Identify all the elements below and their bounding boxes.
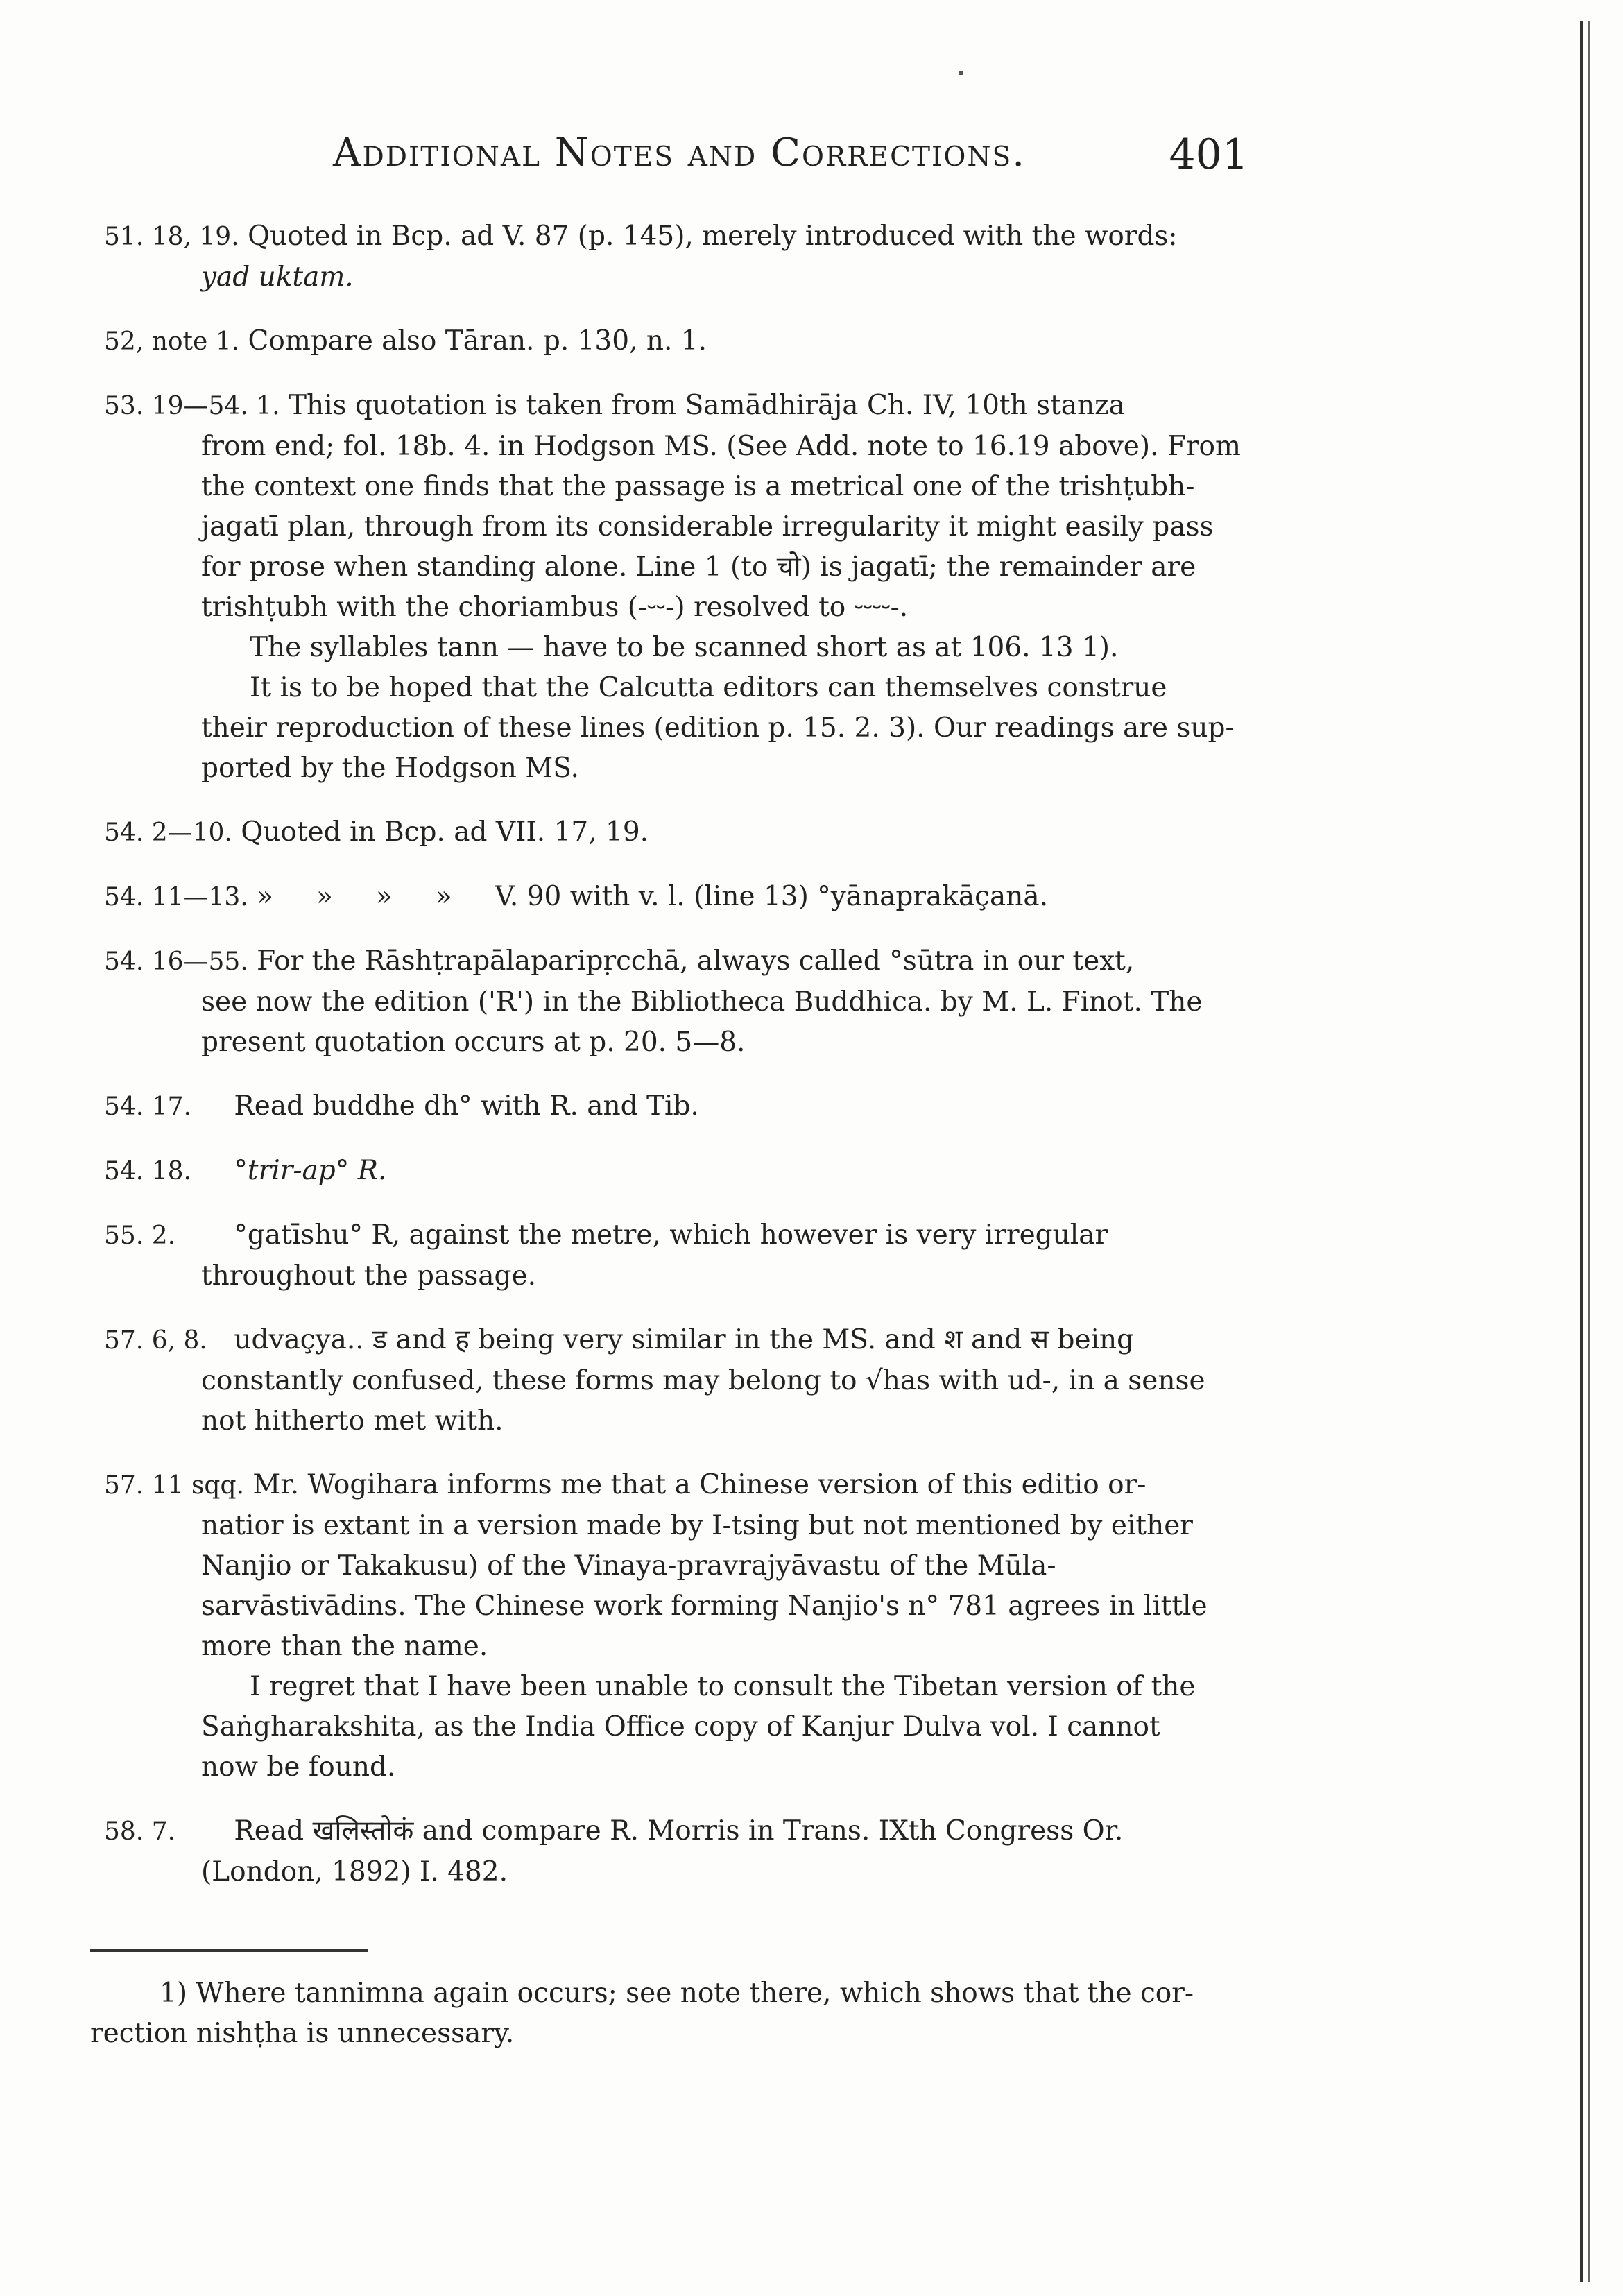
note-reference: 58. 7. bbox=[104, 1817, 176, 1846]
note-reference: 53. 19—54. 1. bbox=[104, 392, 280, 420]
scan-edge-line bbox=[1588, 21, 1590, 2282]
note-entry bbox=[104, 1215, 1248, 1296]
note-line: constantly confused, these forms may belong to √has with ud-, in a sense bbox=[201, 1365, 1205, 1396]
note-entry bbox=[104, 941, 1248, 1063]
note-line: ported by the Hodgson MS. bbox=[201, 753, 579, 784]
note-line: jagatī plan, through from its considerable irregularity it might easily pass bbox=[201, 511, 1214, 542]
footnote bbox=[90, 1973, 1242, 2054]
note-line: their reproduction of these lines (edition p. 15. 2. 3). Our readings are sup- bbox=[201, 712, 1235, 744]
note-line: For the Rāshṭrapālaparipṛcchā, always called °sūtra in our text, bbox=[257, 945, 1135, 977]
note-entry bbox=[104, 1320, 1248, 1441]
note-entry bbox=[104, 216, 1248, 298]
footnote-rule bbox=[90, 1949, 368, 1952]
note-entry bbox=[104, 1811, 1248, 1892]
note-line: for prose when standing alone. Line 1 (to चो) is jagatī; the remainder are bbox=[201, 551, 1196, 583]
note-line: see now the edition ('R') in the Bibliotheca Buddhica. by M. L. Finot. The bbox=[201, 986, 1203, 1018]
note-line: yad uktam. bbox=[201, 262, 354, 293]
note-line: trishṭubh with the choriambus (-⏑⏑-) resolved to ⏑⏑⏑⏑-. bbox=[201, 592, 909, 623]
scan-edge-line bbox=[1580, 21, 1583, 2282]
note-entry bbox=[104, 321, 1248, 362]
note-line: throughout the passage. bbox=[201, 1260, 536, 1292]
note-line: Nanjio or Takakusu) of the Vinaya-pravrajyāvastu of the Mūla- bbox=[201, 1550, 1056, 1582]
note-line: The syllables tann — have to be scanned short as at 106. 13 1). bbox=[250, 632, 1119, 663]
note-reference: 57. 6, 8. bbox=[104, 1326, 207, 1355]
note-line: Read खलिस्तोकं and compare R. Morris in Trans. IXth Congress Or. bbox=[234, 1815, 1124, 1847]
note-reference: 51. 18, 19. bbox=[104, 223, 239, 251]
note-entry bbox=[104, 1151, 1248, 1192]
note-line: udvaçya.. ड and ह being very similar in the MS. and श and स being bbox=[234, 1324, 1135, 1355]
note-entry bbox=[104, 386, 1248, 789]
note-reference: 55. 2. bbox=[104, 1222, 176, 1250]
note-reference: 54. 16—55. bbox=[104, 948, 248, 976]
note-line: It is to be hoped that the Calcutta editors can themselves construe bbox=[250, 672, 1167, 703]
note-line: Read buddhe dh° with R. and Tib. bbox=[234, 1090, 699, 1122]
note-line: present quotation occurs at p. 20. 5—8. bbox=[201, 1027, 746, 1058]
note-line: more than the name. bbox=[201, 1631, 488, 1662]
note-line: Quoted in Bcp. ad V. 87 (p. 145), merely introduced with the words: bbox=[248, 221, 1178, 252]
note-line: °gatīshu° R, against the metre, which however is very irregular bbox=[234, 1219, 1108, 1251]
scan-speck bbox=[959, 71, 963, 75]
note-entry bbox=[104, 812, 1248, 853]
note-line: natior is extant in a version made by I-tsing but not mentioned by either bbox=[201, 1510, 1193, 1541]
running-head-title: Additional Notes and Corrections. bbox=[333, 130, 1026, 175]
note-entry bbox=[104, 877, 1248, 918]
note-line: the context one finds that the passage is a metrical one of the trishṭubh- bbox=[201, 471, 1195, 502]
running-head bbox=[333, 130, 1248, 186]
page-number: 401 bbox=[1169, 130, 1248, 179]
note-entry bbox=[104, 1086, 1248, 1127]
notes-list bbox=[104, 216, 1248, 1916]
note-reference: 54. 18. bbox=[104, 1157, 191, 1185]
note-line: now be found. bbox=[201, 1751, 396, 1783]
footnote-line: rection nishṭha is unnecessary. bbox=[90, 2018, 515, 2049]
note-line: from end; fol. 18b. 4. in Hodgson MS. (See Add. note to 16.19 above). From bbox=[201, 431, 1241, 462]
note-line: I regret that I have been unable to consult the Tibetan version of the bbox=[250, 1671, 1196, 1702]
note-line: not hitherto met with. bbox=[201, 1405, 504, 1437]
note-reference: 54. 17. bbox=[104, 1093, 191, 1121]
note-line: Compare also Tāran. p. 130, n. 1. bbox=[248, 325, 707, 357]
note-line: Saṅgharakshita, as the India Office copy of Kanjur Dulva vol. I cannot bbox=[201, 1711, 1160, 1742]
footnote-line: 1) Where tannimna again occurs; see note there, which shows that the cor- bbox=[160, 1978, 1194, 2009]
note-line: Mr. Wogihara informs me that a Chinese version of this editio or- bbox=[252, 1469, 1147, 1500]
note-reference: 52, note 1. bbox=[104, 327, 240, 356]
note-line: » » » » V. 90 with v. l. (line 13) °yānaprakāçanā. bbox=[257, 881, 1048, 912]
note-reference: 57. 11 sqq. bbox=[104, 1471, 244, 1500]
note-line: (London, 1892) I. 482. bbox=[201, 1856, 508, 1887]
note-line: This quotation is taken from Samādhirāja Ch. IV, 10th stanza bbox=[288, 390, 1125, 421]
note-line: sarvāstivādins. The Chinese work forming Nanjio's n° 781 agrees in little bbox=[201, 1591, 1208, 1622]
note-line: °trir-ap° R. bbox=[234, 1155, 387, 1186]
note-line: Quoted in Bcp. ad VII. 17, 19. bbox=[241, 816, 649, 848]
note-reference: 54. 11—13. bbox=[104, 883, 248, 911]
note-reference: 54. 2—10. bbox=[104, 819, 232, 847]
note-entry bbox=[104, 1465, 1248, 1788]
